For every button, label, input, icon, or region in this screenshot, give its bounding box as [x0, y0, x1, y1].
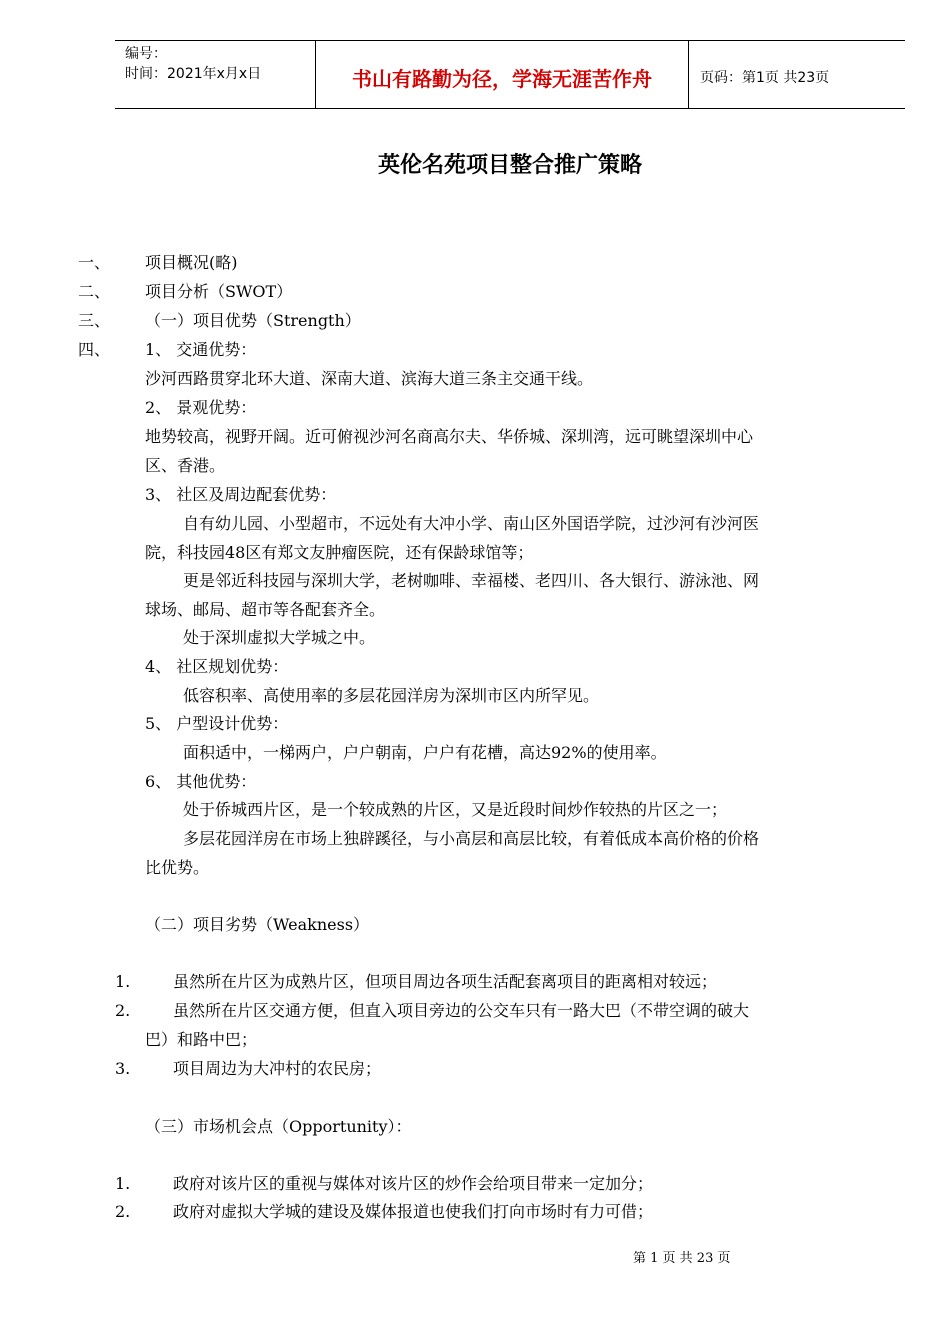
outline-text: 项目概况(略) [145, 253, 238, 272]
header-number-label: 编号： [125, 46, 167, 62]
header-meta-cell [115, 41, 316, 108]
sub-heading: 5、 户型设计优势： [145, 714, 289, 733]
outline-num: 一、 [78, 253, 111, 272]
page-header [115, 40, 905, 109]
outline-text: 1、 交通优势： [145, 340, 257, 359]
body-text: 地势较高，视野开阔。近可俯视沙河名商高尔夫、华侨城、深圳湾，远可眺望深圳中心 [145, 427, 754, 446]
body-text: 比优势。 [145, 858, 210, 877]
body-text: 处于侨城西片区，是一个较成熟的片区，又是近段时间炒作较热的片区之一； [183, 800, 728, 819]
list-item: 项目周边为大冲村的农民房； [173, 1059, 382, 1078]
sub-heading: 6、 其他优势： [145, 772, 257, 791]
body-text: 沙河西路贯穿北环大道、深南大道、滨海大道三条主交通干线。 [145, 369, 594, 388]
body-text: 区、香港。 [145, 456, 226, 475]
document-title: 英伦名苑项目整合推广策略 [377, 153, 642, 178]
outline-num: 二、 [78, 282, 111, 301]
list-num: 2. [115, 1001, 131, 1020]
header-time-label: 时间：2021年x月x日 [125, 66, 262, 82]
list-num: 2. [115, 1202, 131, 1221]
body-text: 低容积率、高使用率的多层花园洋房为深圳市区内所罕见。 [183, 686, 600, 705]
list-num: 3. [115, 1059, 131, 1078]
body-text: 多层花园洋房在市场上独辟蹊径，与小高层和高层比较，有着低成本高价格的价格 [183, 829, 760, 848]
list-item-continued: 巴）和路中巴； [145, 1030, 258, 1049]
body-text: 更是邻近科技园与深圳大学，老树咖啡、幸福楼、老四川、各大银行、游泳池、网 [183, 571, 760, 590]
list-item: 政府对虚拟大学城的建设及媒体报道也使我们打向市场时有力可借； [173, 1202, 654, 1221]
header-motto: 书山有路勤为径，学海无涯苦作舟 [316, 41, 689, 108]
body-text: 球场、邮局、超市等各配套齐全。 [145, 600, 386, 619]
list-item: 政府对该片区的重视与媒体对该片区的炒作会给项目带来一定加分； [173, 1174, 654, 1193]
body-text: 自有幼儿园、小型超市，不远处有大冲小学、南山区外国语学院，过沙河有沙河医 [183, 514, 760, 533]
body-text: 面积适中，一梯两户，户户朝南，户户有花槽，高达92%的使用率。 [183, 743, 667, 762]
section-heading: （二）项目劣势（Weakness） [145, 915, 370, 934]
outline-num: 四、 [78, 340, 111, 359]
list-item: 虽然所在片区为成熟片区，但项目周边各项生活配套离项目的距离相对较远； [173, 972, 718, 991]
outline-num: 三、 [78, 311, 111, 330]
section-heading: （三）市场机会点（Opportunity）： [145, 1117, 412, 1136]
body-text: 院，科技园48区有郑文友肿瘤医院，还有保龄球馆等； [145, 543, 534, 562]
sub-heading: 4、 社区规划优势： [145, 657, 289, 676]
sub-heading: 3、 社区及周边配套优势： [145, 485, 337, 504]
body-text: 处于深圳虚拟大学城之中。 [183, 628, 376, 647]
outline-text: （一）项目优势（Strength） [145, 311, 361, 330]
list-num: 1. [115, 972, 131, 991]
header-page-label: 页码：第1页 共23页 [700, 69, 830, 86]
outline-text: 项目分析（SWOT） [145, 282, 293, 301]
sub-heading: 2、 景观优势： [145, 398, 257, 417]
list-item: 虽然所在片区交通方便，但直入项目旁边的公交车只有一路大巴（不带空调的破大 [173, 1001, 750, 1020]
list-num: 1. [115, 1174, 131, 1193]
page-footer: 第 1 页 共 23 页 [633, 1251, 731, 1266]
